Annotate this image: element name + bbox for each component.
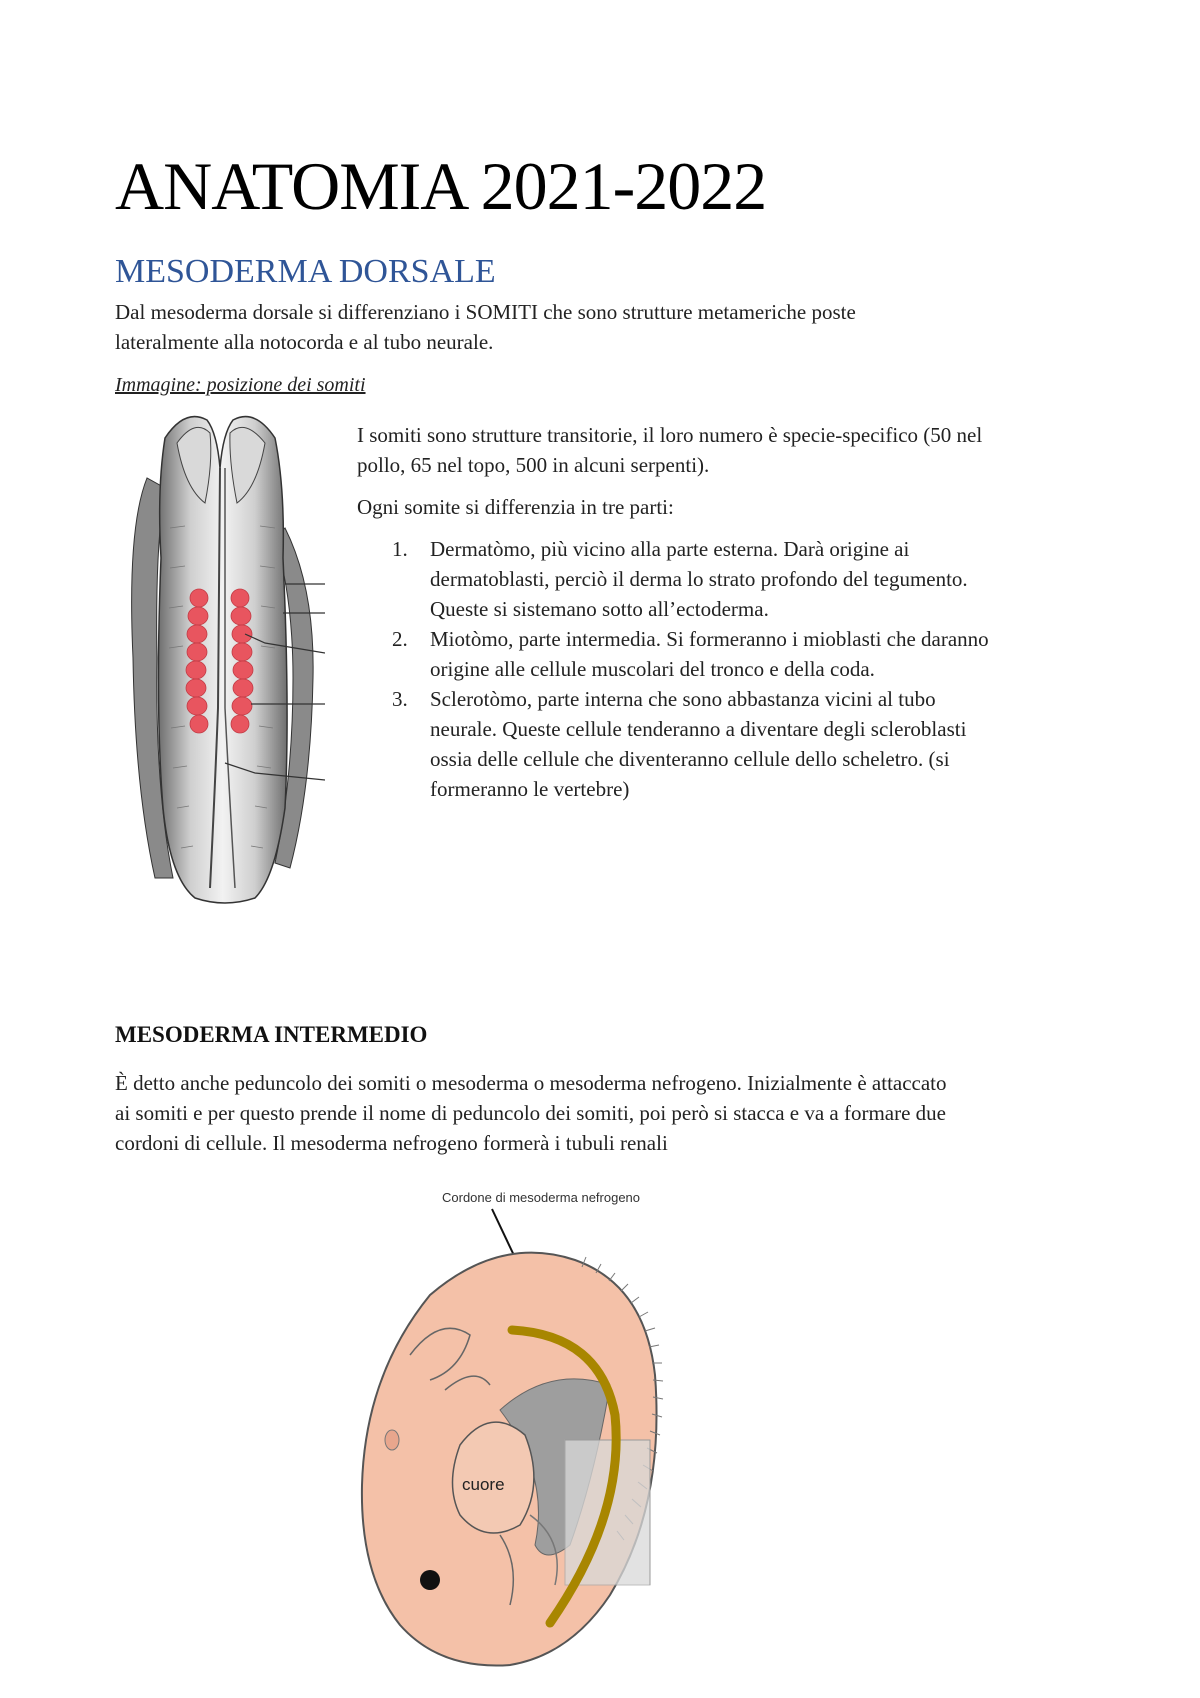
list-item — [357, 534, 1097, 624]
list-item-line: Sclerotòmo, parte interna che sono abbastanza vicini al tubo — [430, 687, 936, 711]
list-item — [357, 684, 1097, 804]
list-item-line: origine alle cellule muscolari del tronco e della coda. — [430, 657, 875, 681]
nephrogenic-cord-illustration — [350, 1185, 710, 1685]
intermedio-paragraph — [115, 1068, 1115, 1158]
list-item-line: formeranno le vertebre) — [430, 777, 630, 801]
list-item-line: ossia delle cellule che diventeranno cellule dello scheletro. (si — [430, 747, 950, 771]
intro-paragraph — [115, 297, 1115, 357]
list-item-number: 1. — [392, 537, 408, 561]
eye-dot — [420, 1570, 440, 1590]
page-title: ANATOMIA 2021-2022 — [115, 148, 767, 224]
para1-line-2: pollo, 65 nel topo, 500 in alcuni serpenti). — [357, 453, 710, 477]
para1-line-1: I somiti sono strutture transitorie, il loro numero è specie-specifico (50 nel — [357, 423, 983, 447]
somite-paragraph-1 — [357, 420, 1097, 480]
intermedio-line-2: ai somiti e per questo prende il nome di peduncolo dei somiti, poi però si stacca e va a formare due — [115, 1101, 946, 1125]
intermedio-line-3: cordoni di cellule. Il mesoderma nefrogeno formerà i tubuli renali — [115, 1131, 668, 1155]
list-item — [357, 624, 1097, 684]
embryo-body — [158, 417, 287, 903]
list-item-number: 3. — [392, 687, 408, 711]
intro-line-1: Dal mesoderma dorsale si differenziano i SOMITI che sono strutture metameriche poste — [115, 300, 856, 324]
section-heading-dorsale: MESODERMA DORSALE — [115, 253, 496, 290]
somite-parts-list — [357, 534, 1097, 804]
otic-pit — [385, 1430, 399, 1450]
list-item-line: Miotòmo, parte intermedia. Si formeranno i mioblasti che daranno — [430, 627, 989, 651]
section-heading-intermedio: MESODERMA INTERMEDIO — [115, 1022, 428, 1047]
cord-label: Cordone di mesoderma nefrogeno — [442, 1190, 641, 1205]
intermedio-line-1: È detto anche peduncolo dei somiti o mesoderma o mesoderma nefrogeno. Inizialmente è attaccato — [115, 1071, 947, 1095]
somite-paragraph-2: Ogni somite si differenzia in tre parti: — [357, 495, 674, 519]
heart-label: cuore — [462, 1475, 505, 1494]
list-item-line: Queste si sistemano sotto all’ectoderma. — [430, 597, 769, 621]
somite-description — [357, 420, 1097, 804]
list-item-number: 2. — [392, 627, 408, 651]
list-item-line: Dermatòmo, più vicino alla parte esterna. Darà origine ai — [430, 537, 910, 561]
list-item-line: neurale. Queste cellule tenderanno a diventare degli scleroblasti — [430, 717, 967, 741]
somite-position-illustration — [125, 408, 325, 908]
image-caption: Immagine: posizione dei somiti — [115, 374, 366, 396]
list-item-line: dermatoblasti, perciò il derma lo strato profondo del tegumento. — [430, 567, 968, 591]
intro-line-2: lateralmente alla notocorda e al tubo neurale. — [115, 330, 494, 354]
